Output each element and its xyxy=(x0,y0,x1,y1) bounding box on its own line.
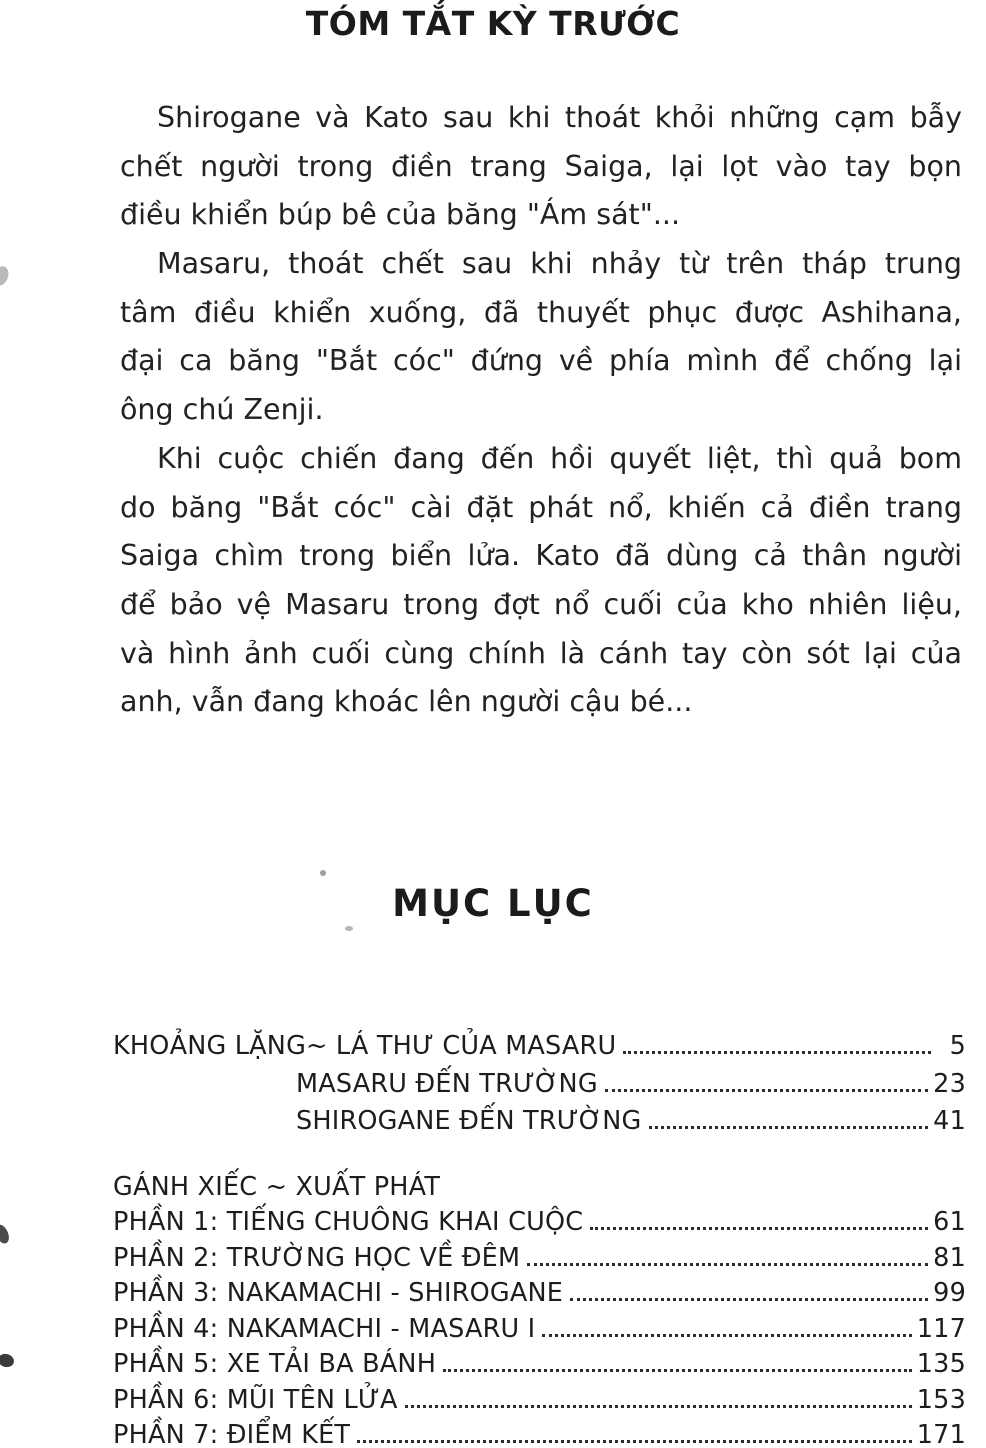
summary-body xyxy=(120,94,962,727)
summary-text-line: do băng "Bắt cóc" cài đặt phát nổ, khiến cả điền trang xyxy=(120,490,962,524)
dot-leader xyxy=(443,1369,912,1372)
toc-entry-label: MASARU ĐẾN TRƯỜNG xyxy=(296,1068,598,1099)
dot-leader xyxy=(649,1126,929,1129)
scan-artifact xyxy=(345,926,353,931)
table-of-contents-title: MỤC LỤC xyxy=(392,882,594,925)
toc-entry-page-number: 5 xyxy=(949,1031,966,1062)
toc-entry-page-number: 81 xyxy=(933,1242,966,1273)
summary-text-line: Saiga chìm trong biển lửa. Kato đã dùng cả thân người xyxy=(120,539,962,573)
dot-leader xyxy=(590,1227,928,1230)
toc-entry-page-number: 99 xyxy=(933,1278,966,1308)
dot-leader xyxy=(570,1298,928,1301)
summary-text-line: điều khiển búp bê của băng "Ám sát"... xyxy=(120,198,681,232)
dot-leader xyxy=(527,1263,928,1266)
summary-text-line: chết người trong điền trang Saiga, lại lọt vào tay bọn xyxy=(120,149,962,183)
toc-entry-label: KHOẢNG LẶNG~ LÁ THƯ CỦA MASARU xyxy=(113,1031,617,1062)
toc-section-header xyxy=(113,1168,966,1204)
dot-leader xyxy=(605,1089,928,1092)
summary-text-line: ông chú Zenji. xyxy=(120,393,324,427)
toc-entry-label: PHẦN 6: MŨI TÊN LỬA xyxy=(113,1384,398,1415)
toc-entry-page-number: 135 xyxy=(916,1349,966,1379)
scan-artifact xyxy=(320,870,326,876)
toc-section-header-label: GÁNH XIẾC ~ XUẤT PHÁT xyxy=(113,1171,441,1202)
summary-text-line: để bảo vệ Masaru trong đợt nổ cuối của kho nhiên liệu, xyxy=(120,587,962,621)
toc-entry-row xyxy=(113,1310,966,1346)
toc-interlude-block xyxy=(113,1026,966,1138)
toc-entry-label: PHẦN 7: ĐIỂM KẾT xyxy=(113,1420,351,1448)
dot-leader xyxy=(623,1051,931,1054)
toc-entry-page-number: 61 xyxy=(933,1207,966,1237)
toc-entry-row xyxy=(113,1381,966,1417)
toc-entry-page-number: 171 xyxy=(916,1420,966,1448)
scan-artifact xyxy=(0,264,11,288)
summary-text-line: Masaru, thoát chết sau khi nhảy từ trên tháp trung xyxy=(157,247,962,281)
toc-entry-row xyxy=(113,1101,966,1138)
toc-circus-block xyxy=(113,1168,966,1448)
toc-entry-label: PHẦN 4: NAKAMACHI - MASARU I xyxy=(113,1313,536,1344)
summary-text-line: anh, vẫn đang khoác lên người cậu bé... xyxy=(120,685,693,719)
toc-entry-label: PHẦN 2: TRƯỜNG HỌC VỀ ĐÊM xyxy=(113,1242,521,1273)
scan-artifact xyxy=(0,1352,15,1369)
toc-entry-row xyxy=(113,1239,966,1275)
dot-leader xyxy=(405,1405,912,1408)
toc-entry-row xyxy=(113,1063,966,1100)
summary-text-line: đại ca băng "Bắt cóc" đứng về phía mình để chống lại xyxy=(120,344,962,378)
summary-text-line: Shirogane và Kato sau khi thoát khỏi những cạm bẫy xyxy=(157,101,962,134)
toc-entry-page-number: 23 xyxy=(933,1068,966,1099)
toc-entry-row xyxy=(113,1417,966,1448)
dot-leader xyxy=(542,1334,911,1337)
summary-text-line: và hình ảnh cuối cùng chính là cánh tay còn sót lại của xyxy=(120,636,962,670)
summary-text-line: Khi cuộc chiến đang đến hồi quyết liệt, thì quả bom xyxy=(157,441,962,475)
toc-entry-row xyxy=(113,1346,966,1382)
scan-artifact xyxy=(0,1222,12,1245)
toc-entry-page-number: 153 xyxy=(916,1384,966,1415)
previous-chapter-summary-title: TÓM TẮT KỲ TRƯỚC xyxy=(305,4,681,43)
toc-entry-page-number: 117 xyxy=(916,1313,966,1344)
toc-entry-label: SHIROGANE ĐẾN TRƯỜNG xyxy=(296,1105,642,1136)
toc-entry-row xyxy=(113,1204,966,1240)
summary-text-line: tâm điều khiển xuống, đã thuyết phục được Ashihana, xyxy=(120,295,962,329)
toc-entry-row xyxy=(113,1026,966,1063)
dot-leader xyxy=(357,1440,912,1443)
toc-entry-label: PHẦN 3: NAKAMACHI - SHIROGANE xyxy=(113,1278,564,1308)
toc-entry-row xyxy=(113,1275,966,1311)
toc-entry-label: PHẦN 5: XE TẢI BA BÁNH xyxy=(113,1349,437,1379)
toc-entry-label: PHẦN 1: TIẾNG CHUÔNG KHAI CUỘC xyxy=(113,1207,584,1237)
toc-entry-page-number: 41 xyxy=(933,1105,966,1136)
